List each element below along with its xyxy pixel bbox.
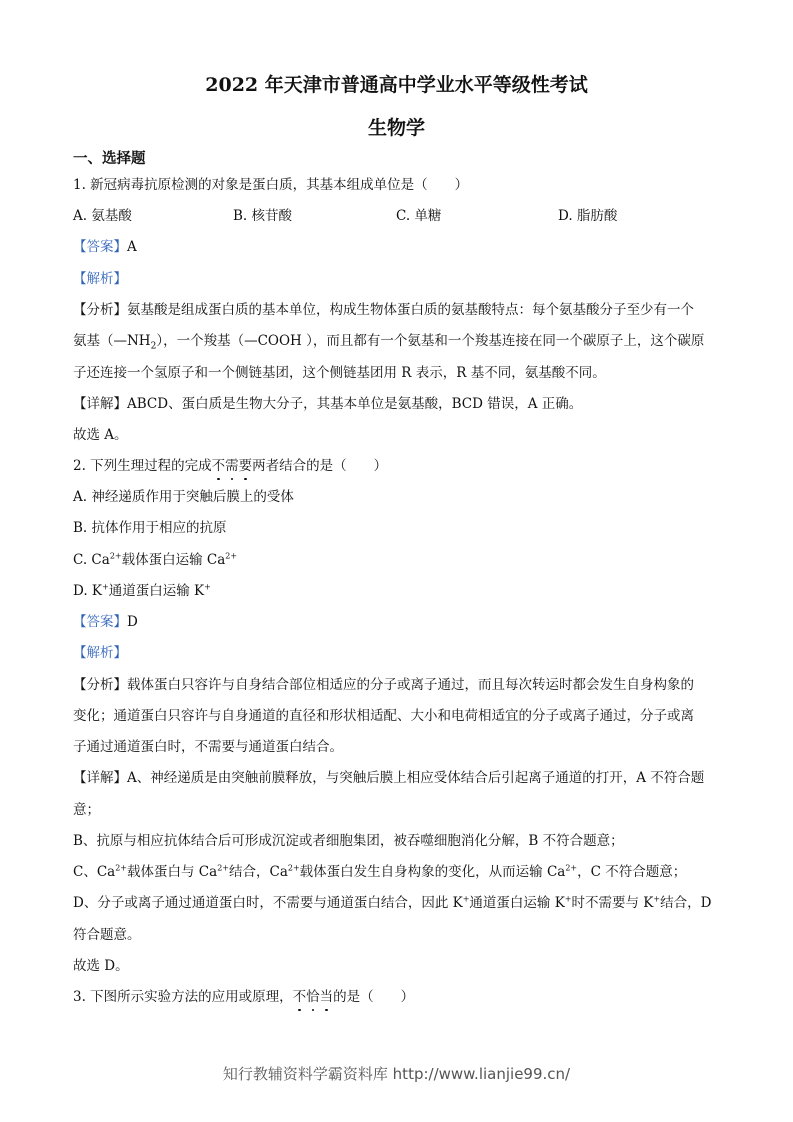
q2-xiangjie-a-cont: 意； — [73, 802, 100, 818]
q2-xiangjie-d-cont: 符合题意。 — [73, 927, 141, 943]
q2-xiangjie-d: D、分子或离子通过通道蛋白时，不需要与通道蛋白结合，因此 K+通道蛋白运输 K+时不需要与 K+结合，D — [73, 894, 712, 911]
q1-fenxi-line-3: 子还连接一个氢原子和一个侧链基团，这个侧链基团用 R 表示，R 基不同，氨基酸不同。 — [73, 365, 606, 381]
q2-xiangjie-a: 【详解】A、神经递质是由突触前膜释放，与突触后膜上相应受体结合后引起离子通道的打开，A 不符合题 — [73, 770, 705, 786]
q2-fenxi-line-2: 变化；通道蛋白只容许与自身通道的直径和形状相适配、大小和电荷相适宜的分子或离子通过，分子或离 — [73, 708, 694, 724]
q2-answer — [73, 613, 138, 631]
q2-conclusion: 故选 D。 — [73, 958, 129, 974]
footer-watermark: 知行教辅资料学霸资料库 http://www.lianjie99.cn/ — [222, 1065, 571, 1083]
emphasis-dot-char: 恰 — [306, 989, 320, 1005]
answer-tag: 【答案】 — [73, 239, 127, 255]
section-heading: 一、选择题 — [73, 150, 146, 167]
q2-xiangjie-c: C、$Ca^{2+}$载体蛋白与 $Ca^{2+}$结合，$Ca^{2+}$载体蛋白发生自身构象的变化，从而运输 $Ca^{2+}$，C 不符合题意； — [73, 863, 687, 880]
q2-stem: 2. 下列生理过程的完成不需要两者结合的是（ ） — [73, 458, 388, 474]
q2-analysis-tag: 【解析】 — [73, 645, 127, 661]
emphasis-dot-char: 不 — [211, 458, 226, 474]
q1-fenxi-line-2: 氨基$(—NH_2)$，一个羧基（—COOH ），而且都有一个氨基和一个羧基连接在同一个碳原子上，这个碳原 — [73, 333, 705, 352]
q1-answer — [73, 238, 137, 256]
answer-value: A — [127, 239, 137, 255]
q1-option-d: D. 脂肪酸 — [558, 208, 618, 224]
emphasis-dot-char: 需 — [225, 458, 239, 474]
q1-analysis-tag: 【解析】 — [73, 271, 127, 287]
q1-option-c: C. 单糖 — [396, 208, 442, 224]
answer-tag: 【答案】 — [73, 614, 127, 630]
q1-fenxi-line-1: 【分析】氨基酸是组成蛋白质的基本单位，构成生物体蛋白质的氨基酸特点：每个氨基酸分子至少有一个 — [73, 302, 694, 318]
q2-option-b: B. 抗体作用于相应的抗原 — [73, 520, 227, 536]
emphasis-dot-char: 不 — [292, 989, 307, 1005]
answer-value: D — [127, 614, 138, 630]
q2-fenxi-line-3: 子通过通道蛋白时，不需要与通道蛋白结合。 — [73, 739, 343, 755]
subject-title: 生物学 — [367, 117, 425, 139]
emphasis-dot-char: 要 — [238, 458, 253, 474]
q3-stem: 3. 下图所示实验方法的应用或原理，不恰当的是（ ） — [73, 989, 415, 1005]
q2-xiangjie-b: B、抗原与相应抗体结合后可形成沉淀或者细胞集团，被吞噬细胞消化分解，B 不符合题意； — [73, 833, 624, 849]
q1-stem: 1. 新冠病毒抗原检测的对象是蛋白质，其基本组成单位是（ ） — [73, 177, 469, 193]
q2-option-d: D. K+通道蛋白运输 K+ — [73, 582, 211, 599]
exam-title: 2022 年天津市普通高中学业水平等级性考试 — [205, 74, 588, 96]
q1-conclusion: 故选 A。 — [73, 427, 128, 443]
q2-option-c: C. $Ca^{2+}$载体蛋白运输 $Ca^{2+}$ — [73, 551, 238, 568]
q1-option-a: A. 氨基酸 — [73, 208, 132, 224]
emphasis-dot-char: 当 — [319, 989, 334, 1005]
q1-option-b: B. 核苷酸 — [233, 208, 293, 224]
q2-fenxi-line-1: 【分析】载体蛋白只容许与自身结合部位相适应的分子或离子通过，而且每次转运时都会发生自身构象的 — [73, 677, 694, 693]
q2-option-a: A. 神经递质作用于突触后膜上的受体 — [73, 489, 294, 505]
q1-xiangjie: 【详解】ABCD、蛋白质是生物大分子，其基本单位是氨基酸，BCD 错误，A 正确。 — [73, 396, 583, 412]
